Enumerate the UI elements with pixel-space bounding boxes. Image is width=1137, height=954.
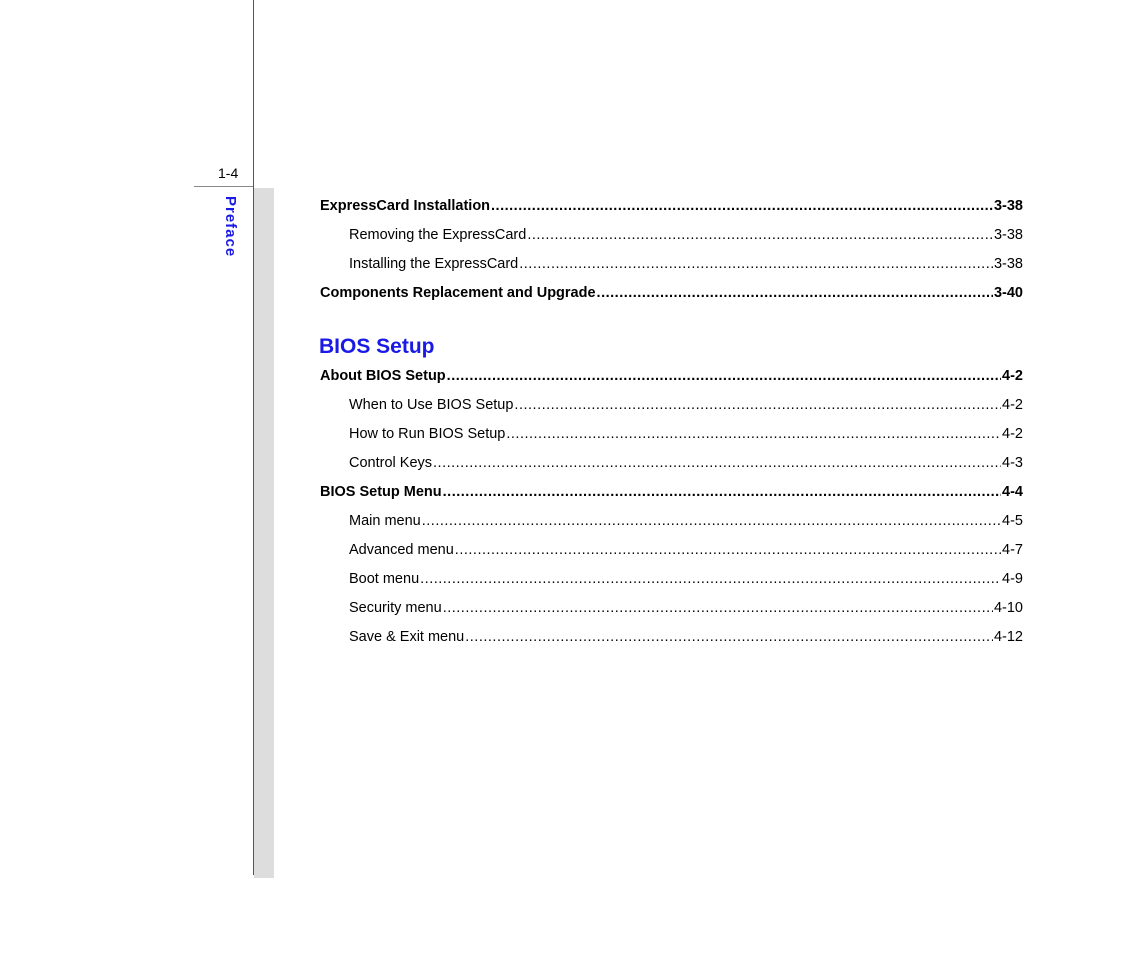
toc-entry-title: Boot menu <box>349 571 420 587</box>
toc-entry-page: 4-3 <box>1002 455 1023 471</box>
toc-dot-leader <box>420 569 1001 589</box>
toc-entry-page: 4-2 <box>1002 426 1023 442</box>
toc-entry[interactable] <box>320 395 1023 424</box>
toc-entry-title: BIOS Setup Menu <box>320 484 442 500</box>
toc-dot-leader <box>465 627 993 647</box>
table-of-contents <box>320 196 1023 656</box>
toc-entry[interactable] <box>320 598 1023 627</box>
toc-entry-page: 4-2 <box>1002 368 1023 384</box>
toc-dot-leader <box>527 225 993 245</box>
toc-entry-title: Save & Exit menu <box>349 629 465 645</box>
toc-entry[interactable] <box>320 627 1023 656</box>
toc-entry-title: How to Run BIOS Setup <box>349 426 506 442</box>
toc-entry[interactable] <box>320 511 1023 540</box>
toc-entry[interactable] <box>320 254 1023 283</box>
toc-entry-title: Main menu <box>349 513 421 529</box>
toc-list-after <box>320 366 1023 656</box>
chapter-side-label: Preface <box>222 196 239 258</box>
toc-entry-page: 4-7 <box>1002 542 1023 558</box>
toc-dot-leader <box>519 254 993 274</box>
toc-entry-page: 3-38 <box>993 198 1023 214</box>
page-number: 1-4 <box>218 165 239 181</box>
toc-entry-title: ExpressCard Installation <box>320 198 491 214</box>
toc-dot-leader <box>433 453 1001 473</box>
toc-entry-page: 4-5 <box>1002 513 1023 529</box>
toc-entry-page: 4-4 <box>1002 484 1023 500</box>
toc-entry-page: 3-38 <box>993 227 1023 243</box>
toc-list-before <box>320 196 1023 312</box>
toc-entry[interactable] <box>320 366 1023 395</box>
toc-entry-page: 4-12 <box>993 629 1023 645</box>
toc-entry-title: Installing the ExpressCard <box>349 256 519 272</box>
toc-dot-leader <box>455 540 1001 560</box>
header-rule <box>194 186 254 187</box>
toc-entry-page: 3-38 <box>993 256 1023 272</box>
toc-entry-title: About BIOS Setup <box>320 368 446 384</box>
toc-entry[interactable] <box>320 482 1023 511</box>
toc-dot-leader <box>597 283 993 303</box>
toc-entry[interactable] <box>320 424 1023 453</box>
toc-dot-leader <box>514 395 1001 415</box>
toc-entry[interactable] <box>320 569 1023 598</box>
toc-entry[interactable] <box>320 540 1023 569</box>
toc-entry-title: Removing the ExpressCard <box>349 227 527 243</box>
sidebar-strip <box>254 188 274 878</box>
toc-entry-title: Control Keys <box>349 455 433 471</box>
toc-entry-page: 4-9 <box>1002 571 1023 587</box>
toc-entry[interactable] <box>320 283 1023 312</box>
toc-entry-title: Advanced menu <box>349 542 454 558</box>
toc-dot-leader <box>447 366 1001 386</box>
toc-dot-leader <box>506 424 1001 444</box>
toc-entry-title: Security menu <box>349 600 442 616</box>
toc-entry-page: 4-2 <box>1002 397 1023 413</box>
section-heading: BIOS Setup <box>319 335 435 358</box>
toc-entry-page: 3-40 <box>993 285 1023 301</box>
toc-entry[interactable] <box>320 196 1023 225</box>
toc-entry-title: Components Replacement and Upgrade <box>320 285 596 301</box>
toc-entry-page: 4-10 <box>993 600 1023 616</box>
toc-dot-leader <box>422 511 1001 531</box>
toc-entry[interactable] <box>320 225 1023 254</box>
toc-dot-leader <box>443 482 1001 502</box>
toc-dot-leader <box>491 196 993 216</box>
toc-entry-title: When to Use BIOS Setup <box>349 397 514 413</box>
toc-dot-leader <box>443 598 993 618</box>
toc-entry[interactable] <box>320 453 1023 482</box>
